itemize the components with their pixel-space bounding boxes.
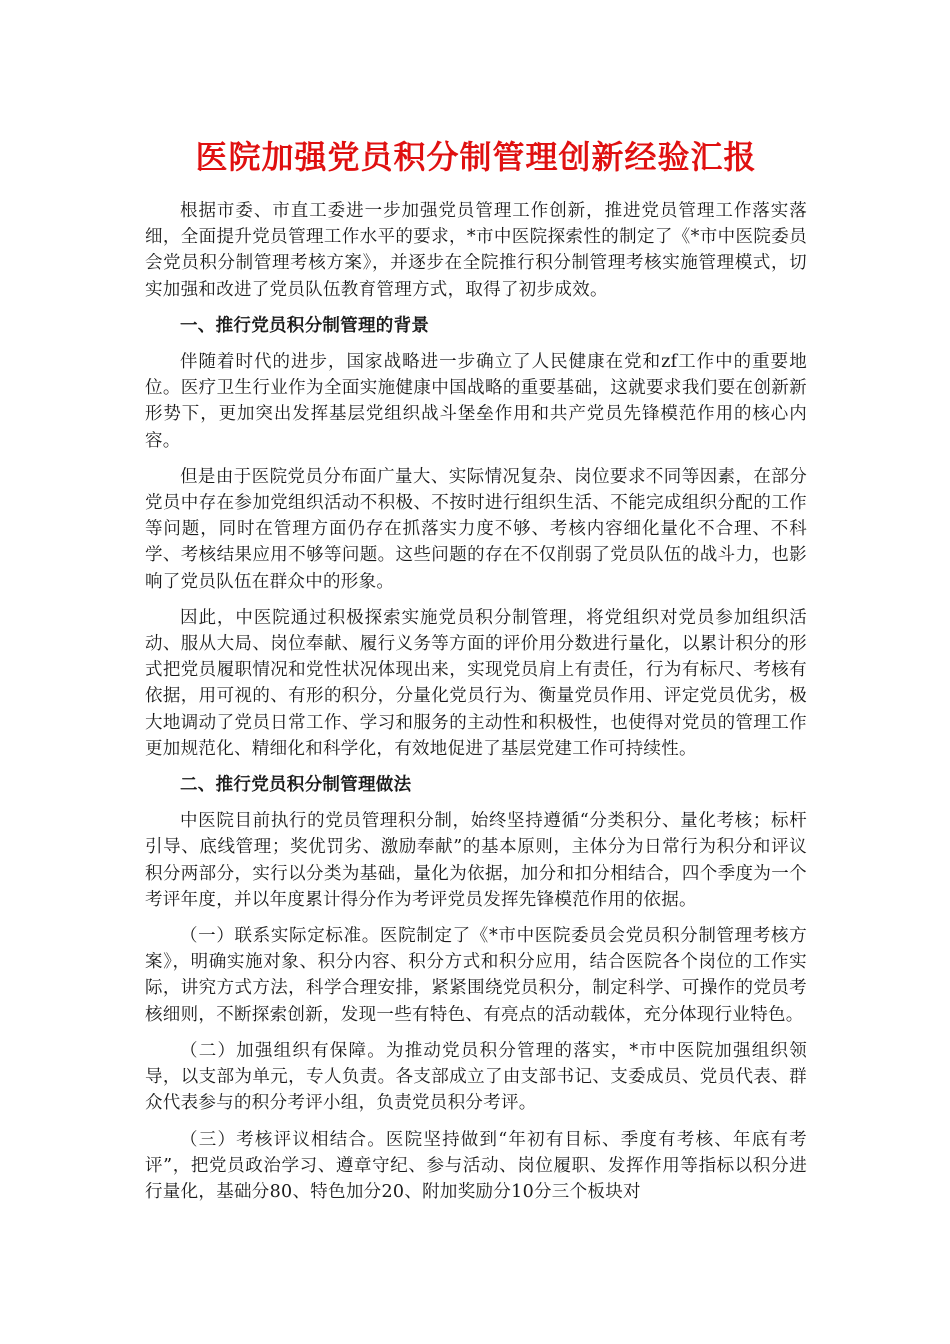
section-1-heading: 一、推行党员积分制管理的背景 <box>180 315 430 336</box>
section-2-heading: 二、推行党员积分制管理做法 <box>180 775 412 796</box>
section-2-paragraph-4: （三）考核评议相结合。医院坚持做到“年初有目标、季度有考核、年底有考评”，把党员政治学习、遵章守纪、参与活动、岗位履职、发挥作用等指标以积分进行量化，基础分80、特色加分20、附加奖励分10分三个板块对 <box>145 1129 807 1202</box>
section-2-paragraph-2: （一）联系实际定标准。医院制定了《*市中医院委员会党员积分制管理考核方案》，明确实施对象、积分内容、积分方式和积分应用，结合医院各个岗位的工作实际，讲究方式方法，科学合理安排，紧紧围绕党员积分，制定科学、可操作的党员考核细则，不断探索创新，发现一些有特色、有亮点的活动载体，充分体现行业特色。 <box>145 926 807 1025</box>
section-2-paragraph-3: （二）加强组织有保障。为推动党员积分管理的落实，*市中医院加强组织领导，以支部为单元，专人负责。各支部成立了由支部书记、支委成员、党员代表、群众代表参与的积分考评小组，负责党员积分考评。 <box>145 1040 807 1114</box>
section-2-paragraph-1: 中医院目前执行的党员管理积分制，始终坚持遵循“分类积分、量化考核；标杆引导、底线管理；奖优罚劣、激励奉献”的基本原则，主体分为日常行为积分和评议积分两部分，实行以分类为基础，量化为依据，加分和扣分相结合，四个季度为一个考评年度，并以年度累计得分作为考评党员发挥先锋模范作用的依据。 <box>145 811 807 910</box>
section-1-paragraph-2: 但是由于医院党员分布面广量大、实际情况复杂、岗位要求不同等因素，在部分党员中存在参加党组织活动不积极、不按时进行组织生活、不能完成组织分配的工作等问题，同时在管理方面仍存在抓落实力度不够、考核内容细化量化不合理、不科学、考核结果应用不够等问题。这些问题的存在不仅削弱了党员队伍的战斗力，也影响了党员队伍在群众中的形象。 <box>145 466 807 592</box>
section-1-paragraph-1: 伴随着时代的进步，国家战略进一步确立了人民健康在党和zf工作中的重要地位。医疗卫生行业作为全面实施健康中国战略的重要基础，这就要求我们要在创新新形势下，更加突出发挥基层党组织战斗堡垒作用和共产党员先锋模范作用的核心内容。 <box>145 352 807 451</box>
section-1-paragraph-3: 因此，中医院通过积极探索实施党员积分制管理，将党组织对党员参加组织活动、服从大局、岗位奉献、履行义务等方面的评价用分数进行量化，以累计积分的形式把党员履职情况和党性状况体现出来，实现党员肩上有责任，行为有标尺、考核有依据，用可视的、有形的积分，分量化党员行为、衡量党员作用、评定党员优劣，极大地调动了党员日常工作、学习和服务的主动性和积极性，也使得对党员的管理工作更加规范化、精细化和科学化，有效地促进了基层党建工作可持续性。 <box>145 607 807 759</box>
document-page <box>145 132 807 1215</box>
intro-paragraph: 根据市委、市直工委进一步加强党员管理工作创新，推进党员管理工作落实落细，全面提升党员管理工作水平的要求，*市中医院探索性的制定了《*市中医院委员会党员积分制管理考核方案》，并逐步在全院推行积分制管理考核实施管理模式，切实加强和改进了党员队伍教育管理方式，取得了初步成效。 <box>145 201 807 300</box>
document-title: 医院加强党员积分制管理创新经验汇报 <box>195 138 757 176</box>
